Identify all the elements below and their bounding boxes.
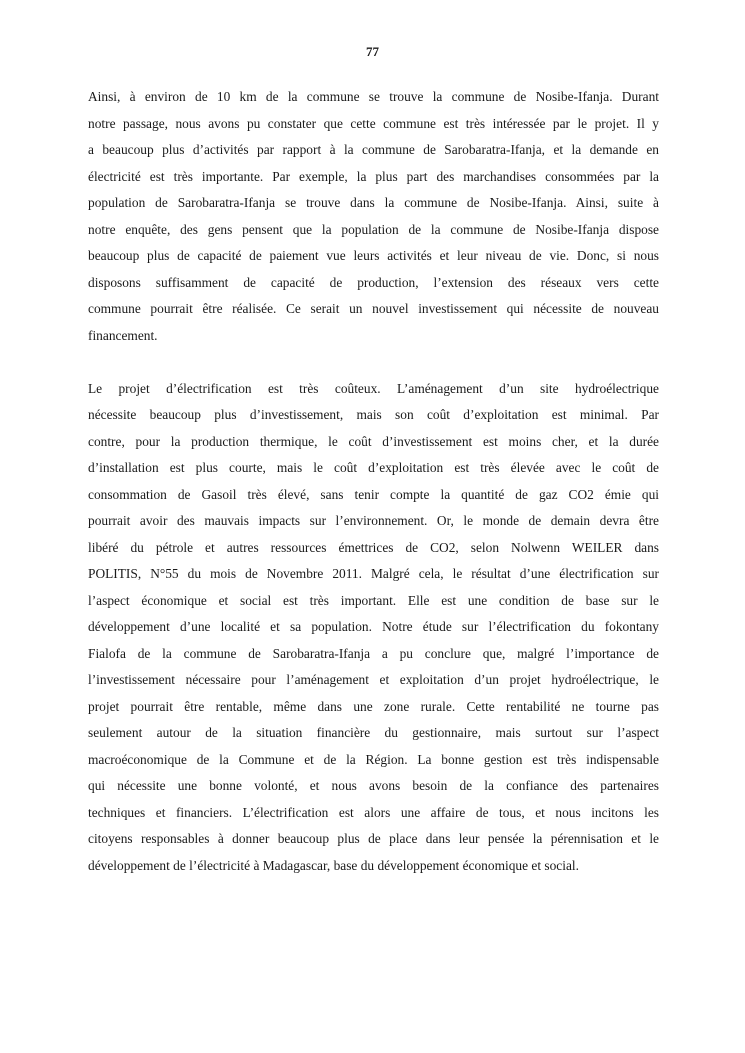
paragraph-line: développement de l’électricité à Madagascar, base du développement économique et social. — [88, 857, 579, 873]
paragraph-line: l’aspect économique et social est très important. Elle est une condition de base sur le — [88, 592, 659, 608]
paragraph-line: beaucoup plus de capacité de paiement vue leurs activités et leur niveau de vie. Donc, si nous — [88, 248, 659, 263]
paragraph-line: Le projet d’électrification est très coûteux. L’aménagement d’un site hydroélectrique — [88, 380, 659, 396]
paragraph-line: projet pourrait être rentable, même dans une zone rurale. Cette rentabilité ne tourne pas — [88, 698, 659, 714]
paragraph-line: Fialofa de la commune de Sarobaratra-Ifanja a pu conclure que, malgré l’importance de — [88, 645, 659, 661]
paragraph-spacer — [88, 349, 659, 376]
document-body — [88, 84, 659, 879]
paragraph-line: libéré du pétrole et autres ressources émettrices de CO2, selon Nolwenn WEILER dans — [88, 539, 659, 555]
paragraph-line: commune pourrait être réalisée. Ce serait un nouvel investissement qui nécessite de nouveau — [88, 301, 659, 316]
paragraph-line: macroéconomique de la Commune et de la Région. La bonne gestion est très indispensable — [88, 751, 659, 767]
paragraph-line: seulement autour de la situation financière du gestionnaire, mais surtout sur l’aspect — [88, 725, 659, 740]
paragraph-line: pourrait avoir des mauvais impacts sur l’environnement. Or, le monde de demain devra être — [88, 513, 659, 528]
paragraph-line: consommation de Gasoil très élevé, sans tenir compte la quantité de gaz CO2 émie qui — [88, 486, 659, 502]
paragraph-line: a beaucoup plus d’activités par rapport à la commune de Sarobaratra-Ifanja, et la demande en — [88, 142, 659, 157]
paragraph-2 — [88, 376, 659, 880]
paragraph-line: notre enquête, des gens pensent que la population de la commune de Nosibe-Ifanja dispose — [88, 221, 659, 237]
paragraph-line: électricité est très importante. Par exemple, la plus part des marchandises consommées par la — [88, 168, 659, 184]
paragraph-line: disposons suffisamment de capacité de production, l’extension des réseaux vers cette — [88, 274, 659, 290]
paragraph-line: développement d’une localité et sa population. Notre étude sur l’électrification du fokontany — [88, 619, 659, 634]
page-number: 77 — [366, 44, 379, 59]
paragraph-line: contre, pour la production thermique, le coût d’investissement est moins cher, et la durée — [88, 433, 659, 449]
paragraph-line: Ainsi, à environ de 10 km de la commune se trouve la commune de Nosibe-Ifanja. Durant — [88, 89, 659, 104]
paragraph-line: POLITIS, N°55 du mois de Novembre 2011. Malgré cela, le résultat d’une électrification sur — [88, 566, 659, 581]
paragraph-line: population de Sarobaratra-Ifanja se trouve dans la commune de Nosibe-Ifanja. Ainsi, suite à — [88, 195, 659, 210]
paragraph-line: techniques et financiers. L’électrification est alors une affaire de tous, et nous incitons les — [88, 804, 659, 820]
paragraph-line: qui nécessite une bonne volonté, et nous avons besoin de la confiance des partenaires — [88, 778, 659, 793]
paragraph-line: financement. — [88, 327, 158, 343]
paragraph-line: nécessite beaucoup plus d’investissement, mais son coût d’exploitation est minimal. Par — [88, 407, 659, 422]
paragraph-line: citoyens responsables à donner beaucoup plus de place dans leur pensée la pérennisation et le — [88, 831, 659, 846]
paragraph-line: d’installation est plus courte, mais le coût d’exploitation est très élevée avec le coût de — [88, 460, 659, 475]
paragraph-line: l’investissement nécessaire pour l’aménagement et exploitation d’un projet hydroélectrique, le — [88, 672, 659, 687]
paragraph-line: notre passage, nous avons pu constater que cette commune est très intéressée par le projet. Il y — [88, 115, 659, 131]
paragraph-1 — [88, 84, 659, 349]
